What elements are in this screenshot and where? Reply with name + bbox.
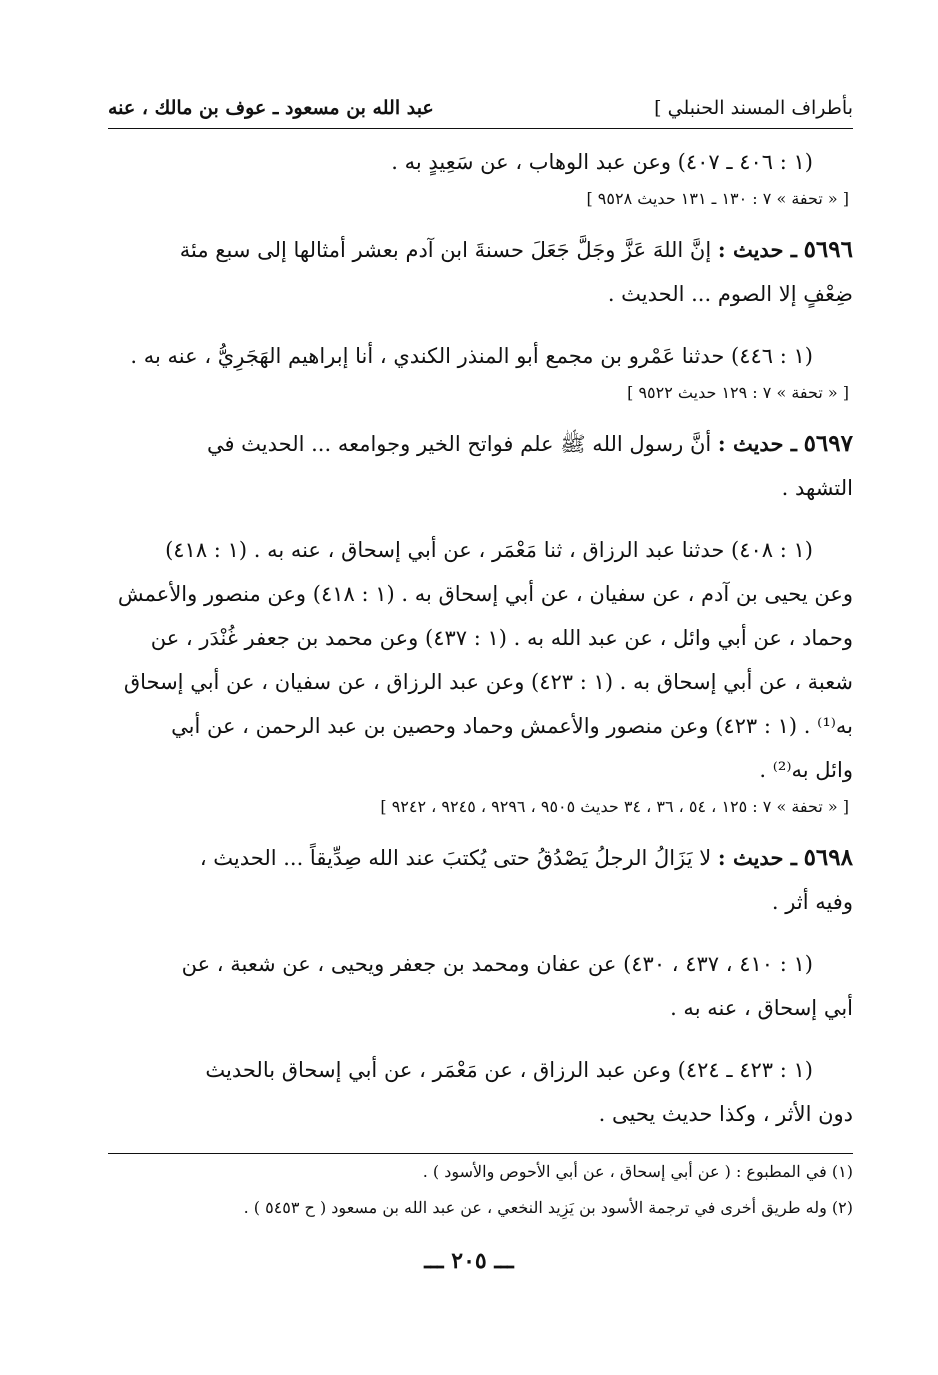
- text-line: دون الأثر ، وكذا حديث يحيى .: [598, 1102, 853, 1126]
- text-line: شعبة ، عن أبي إسحاق به . (١ : ٤٢٣) وعن عبد الرزاق ، عن سفيان ، عن أبي إسحاق: [123, 670, 853, 694]
- page-number: ـــ ٢٠٥ ـــ: [424, 1248, 514, 1274]
- hadith-text: أنَّ رسول الله ﷺ علم فواتح الخير وجوامعه ... الحديث في: [206, 432, 712, 456]
- text-block: [108, 1048, 853, 1136]
- text-line: (١ : ٤١٠ ، ٤٣٧ ، ٤٣٠) عن عفان ومحمد بن جعفر ويحيى ، عن شعبة ، عن: [181, 952, 813, 976]
- text-line: (١ : ٤٠٦ ـ ٤٠٧) وعن عبد الوهاب ، عن سَعِيدٍ به .: [391, 150, 813, 174]
- tuhfa-reference: [ « تحفة » ٧ : ١٢٩ حديث ٩٥٢٢ ]: [627, 383, 849, 402]
- hadith-text: لا يَزَالُ الرجلُ يَصْدُقُ حتى يُكتبَ عند الله صِدِّيقاً ... الحديث ،: [199, 846, 712, 870]
- tuhfa-reference: [ « تحفة » ٧ : ١٣٠ ـ ١٣١ حديث ٩٥٢٨ ]: [586, 189, 849, 208]
- text-block: [108, 528, 853, 792]
- text-line: به⁽¹⁾ . (١ : ٤٢٣) وعن منصور والأعمش وحماد وحصين بن عبد الرحمن ، عن أبي: [171, 714, 853, 738]
- header-book-title: بأطراف المسند الحنبلي ]: [654, 97, 853, 119]
- running-header: [108, 88, 853, 129]
- text-line: وائل به⁽²⁾ .: [759, 758, 853, 782]
- footnote: (١) في المطبوع : ( عن أبي إسحاق ، عن أبي الأحوص والأسود ) .: [422, 1162, 853, 1181]
- hadith-entry: [108, 836, 853, 924]
- text-line: أبي إسحاق ، عنه به .: [670, 996, 853, 1020]
- text-line: وحماد ، عن أبي وائل ، عن عبد الله به . (١ : ٤٣٧) وعن محمد بن جعفر غُنْدَر ، عن: [150, 626, 853, 650]
- header-section-title: عبد الله بن مسعود ـ عوف بن مالك ، عنه: [108, 97, 434, 119]
- tuhfa-reference: [ « تحفة » ٧ : ١٢٥ ، ٥٤ ، ٣٦ ، ٣٤ حديث ٩٥٠٥ ، ٩٢٩٦ ، ٩٢٤٥ ، ٩٢٤٢ ]: [380, 797, 849, 816]
- hadith-label: ـ حديث :: [717, 845, 797, 870]
- text-block: [108, 942, 853, 1030]
- footnotes: [108, 1153, 853, 1226]
- text-line: (١ : ٤٢٣ ـ ٤٢٤) وعن عبد الرزاق ، عن مَعْمَر ، عن أبي إسحاق بالحديث: [205, 1058, 813, 1082]
- hadith-label: ـ حديث :: [717, 237, 797, 262]
- hadith-entry: [108, 422, 853, 510]
- hadith-entry: [108, 228, 853, 316]
- text-line: وعن يحيى بن آدم ، عن سفيان ، عن أبي إسحاق به . (١ : ٤١٨) وعن منصور والأعمش: [117, 582, 853, 606]
- hadith-number: ٥٦٩٨: [803, 844, 853, 871]
- hadith-number: ٥٦٩٦: [803, 236, 853, 263]
- hadith-text: وفيه أثر .: [771, 890, 853, 914]
- hadith-text: التشهد .: [781, 476, 853, 500]
- hadith-text: ضِعْفٍ إلا الصوم ... الحديث .: [607, 282, 853, 306]
- hadith-text: إنَّ اللهَ عَزَّ وجَلَّ جَعَلَ حسنةَ ابن آدم بعشر أمثالها إلى سبع مئة: [179, 238, 712, 262]
- hadith-label: ـ حديث :: [717, 431, 797, 456]
- text-block: [108, 334, 853, 378]
- text-block: [108, 140, 853, 184]
- footnote: (٢) وله طريق أخرى في ترجمة الأسود بن يَزِيد النخعي ، عن عبد الله بن مسعود ( ح ٥٤٥٣ ) .: [243, 1198, 853, 1217]
- hadith-number: ٥٦٩٧: [803, 430, 853, 457]
- text-line: (١ : ٤٤٦) حدثنا عَمْرو بن مجمع أبو المنذر الكندي ، أنا إبراهيم الهَجَرِيُّ ، عنه به .: [130, 344, 813, 368]
- text-line: (١ : ٤٠٨) حدثنا عبد الرزاق ، ثنا مَعْمَر ، عن أبي إسحاق ، عنه به . (١ : ٤١٨): [165, 538, 813, 562]
- page-body: [108, 140, 853, 1136]
